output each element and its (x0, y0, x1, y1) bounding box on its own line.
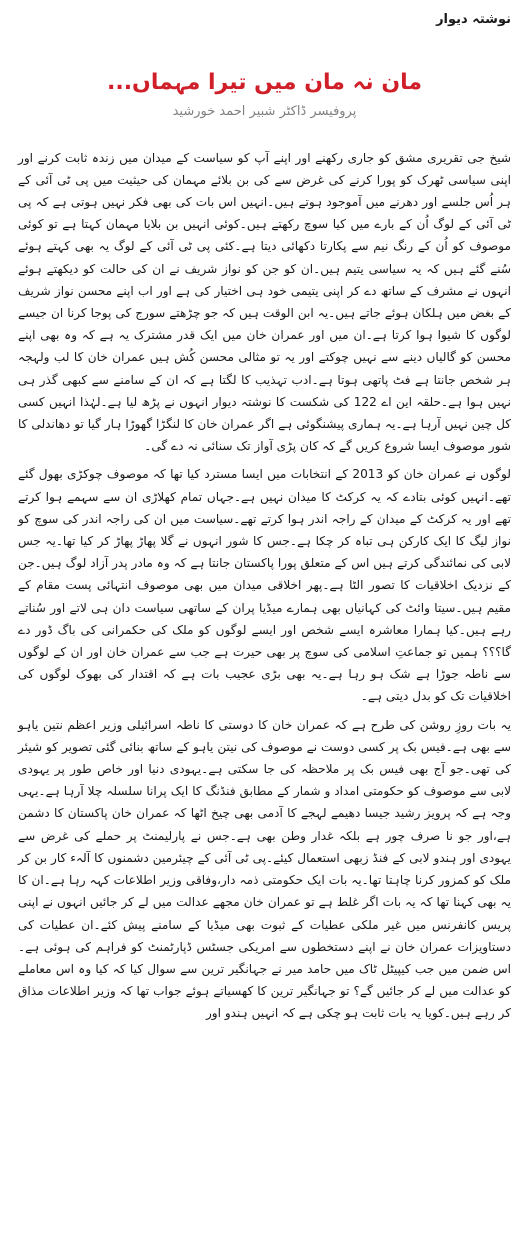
body-paragraph-2: لوگوں نے عمران خان کو 2013 کے انتخابات میں ایسا مسترد کیا تھا کہ موصوف چوکڑی بھول گئے تھے۔انہیں کوئی بتادے کہ یہ کرکٹ کا میدان نہیں ہے۔جہاں تمام کھلاڑی ان سے سہمے ہوا کرتے تھے اور یہ کرکٹ کے میدان کے راجہ اندر ہوا کرتے تھے۔سیاست میں ان کی راجہ اندر کی سوچ کو نواز لیگ کا ایک کارکن ہی تباہ کر چکا ہے۔جس کا شور انہوں نے گلا پھاڑ پھاڑ کر کیا تھا۔یہ جس لابی کی نمائندگی کرتے ہیں اس کے متعلق پورا پاکستان جانتا ہے کہ وہ مادر پدر آزاد لوگ ہیں۔جن کے نزدیک اخلاقیات کا تصور الٹا ہے۔پھر اخلاقی میدان میں بھی موصوف انتہائی پست مقام کے مقیم ہیں۔سیتا وائٹ کی کہانیاں بھی ہمارے میڈیا پران کے ساتھی سیاست دان ہی لاتے اور سُناتے رہے ہیں۔کیا ہمارا معاشرہ ایسے شخص اور ایسے لوگوں کو ملک کی حکمرانی کی باگ ڈور دے گا؟؟؟ ہمیں تو جماعتِ اسلامی کی سوچ پر بھی حیرت ہے جب سے عمران خان اور ان کے لوگوں سے ناطہ جوڑا ہے شک ہو رہا ہے۔یہ بھی بڑی عجیب بات ہے کہ اقتدار کی بھوک لوگوں کی اخلاقیات تک کو بدل دیتی ہے۔ (18, 467, 511, 704)
section-label: نوشتہ دیوار (436, 12, 511, 27)
author-byline: پروفیسر ڈاکٹر شبیر احمد خورشید (172, 103, 357, 119)
article-body (18, 147, 511, 1025)
article-title: مان نہ مان میں تیرا مہماں... (106, 70, 422, 95)
body-paragraph-1: شیخ جی تقریری مشق کو جاری رکھنے اور اپنے آپ کو سیاست کے میدان میں زندہ ثابت کرنے اور اپنی سیاسی ٹھرک کو پورا کرنے کی غرض سے کی بن بلائے مہمان کی حیثیت میں پی ٹی آئی کے ہر اُس جلسے اور دھرنے میں آموجود ہوتے ہیں۔انہیں اس بات کی بھی فکر نہیں ہوتی ہے کہ پی ٹی آئی کے لوگ اُن کے بارے میں کیا سوچ رکھتے ہیں۔کوئی انہیں بن بلایا مہمان کہتا ہے تو کوئی موصوف کو اُن کے رنگ نیم سے پکارتا دکھائی دیتا ہے۔کئی پی ٹی آئی کے لوگ یہ بھی کہتے ہوئے سُنے گئے ہیں کہ یہ سیاسی یتیم ہیں۔ان کو جن کو نواز شریف نے ان کی حالت کو دیکھتے ہوئے انہوں نے مشرف کے ساتھ دے کر اپنی یتیمی خود ہی اختیار کی ہے اور اب اپنے محسن نواز شریف کے بغض میں ہلکان ہوئے جاتے ہیں۔یہ ابن الوقت ہیں کہ جو چڑھتے سورج کی پوجا کرنا ان جیسے لوگوں کا شیوا ہوا کرتا ہے۔ان میں اور عمران خان میں ایک قدر مشترک یہ ہے کہ وہ بھی اپنے محسن کو گالیاں دینے سے نہیں چوکتے اور یہ تو مثالی محسن کُش ہیں عمران خان کا لب ولہجہ ہر شخص جانتا ہے فٹ پاتھی ہوتا ہے۔ادب تہذیب کا لگتا ہے کہ ان کے سامنے سے کبھی گذر ہی نہیں ہوا ہے۔حلقہ این اے 122 کی شکست کا نوشتہ دیوار انہوں نے پڑھ لیا ہے۔لہٰذا انہیں کسی کل چین نہیں آرہا ہے۔یہ ہماری پیشنگوئی ہے اگر عمران خان کا لنگڑا گھوڑا ہار گیا تو دھاندلی کا شور موصوف ایسا شروع کریں گے کہ کان پڑی آواز تک سنائی نہ دے گی۔ (18, 150, 511, 454)
body-paragraph-3: یہ بات روزِ روشن کی طرح ہے کہ عمران خان کا دوستی کا ناطہ اسرائیلی وزیر اعظم نتین یاہو سے بھی ہے۔فیس بک پر کسی دوست نے موصوف کی نیتن یاہو کے ساتھ بنائی گئی تصویر کو شیئر کی تھی۔جو آج بھی فیس بک پر ملاحظہ کی جا سکتی ہے۔یہودی دنیا اور خاص طور پر یہودی لابی سے موصوف کو حکومتی امداد و شمار کے مطابق فنڈنگ کا ایک پرانا سلسلہ چلا آرہا ہے۔یہی وجہ ہے کہ پرویز رشید جیسا دھیمے لہجے کا آدمی بھی چیخ اٹھا کہ عمران خان پاکستان کا دشمن ہے،اور جو نا صرف چور ہے بلکہ غدار وطن بھی ہے۔جس نے پارلیمنٹ پر حملے کی غرض سے یہودی اور ہندو لابی کے فنڈ زبھی استعمال کیئے۔پی ٹی آئی کے چیئرمین دشمنوں کا آلہء کار بن کر ملک کو کمزور کرنا چاہتا تھا۔یہ بات ایک حکومتی ذمہ دار،وفاقی وزیر اطلاعات کہہ رہا ہے۔ان کا یہ بھی کہنا تھا کہ یہ بات اگر غلط ہے تو عمران خان مجھے عدالت میں لے کر جائیں انہوں نے اپنی پریس کانفرنس میں غیر ملکی عطیات کے ثبوت بھی میڈیا کے سامنے پیش کئے۔ان عطیات کی دستاویزات عمران خان نے اپنے دستخطوں سے امریکی جسٹس ڈپارٹمنٹ کو فراہم کی ہوئی ہے۔اس ضمن میں جب کیپیٹل ٹاک میں حامد میر نے جہانگیر ترین سے سوال کیا کہ کیا وہ اس معاملے کو عدالت میں لے کر جائیں گے؟ تو جہانگیر ترین کا کھسیاتے ہوئے جواب تھا کہ وزیر اطلاعات مذاق کر رہے ہیں۔کویا یہ بات ثابت ہو چکی ہے کہ انہیں ہندو اور (18, 717, 511, 1021)
